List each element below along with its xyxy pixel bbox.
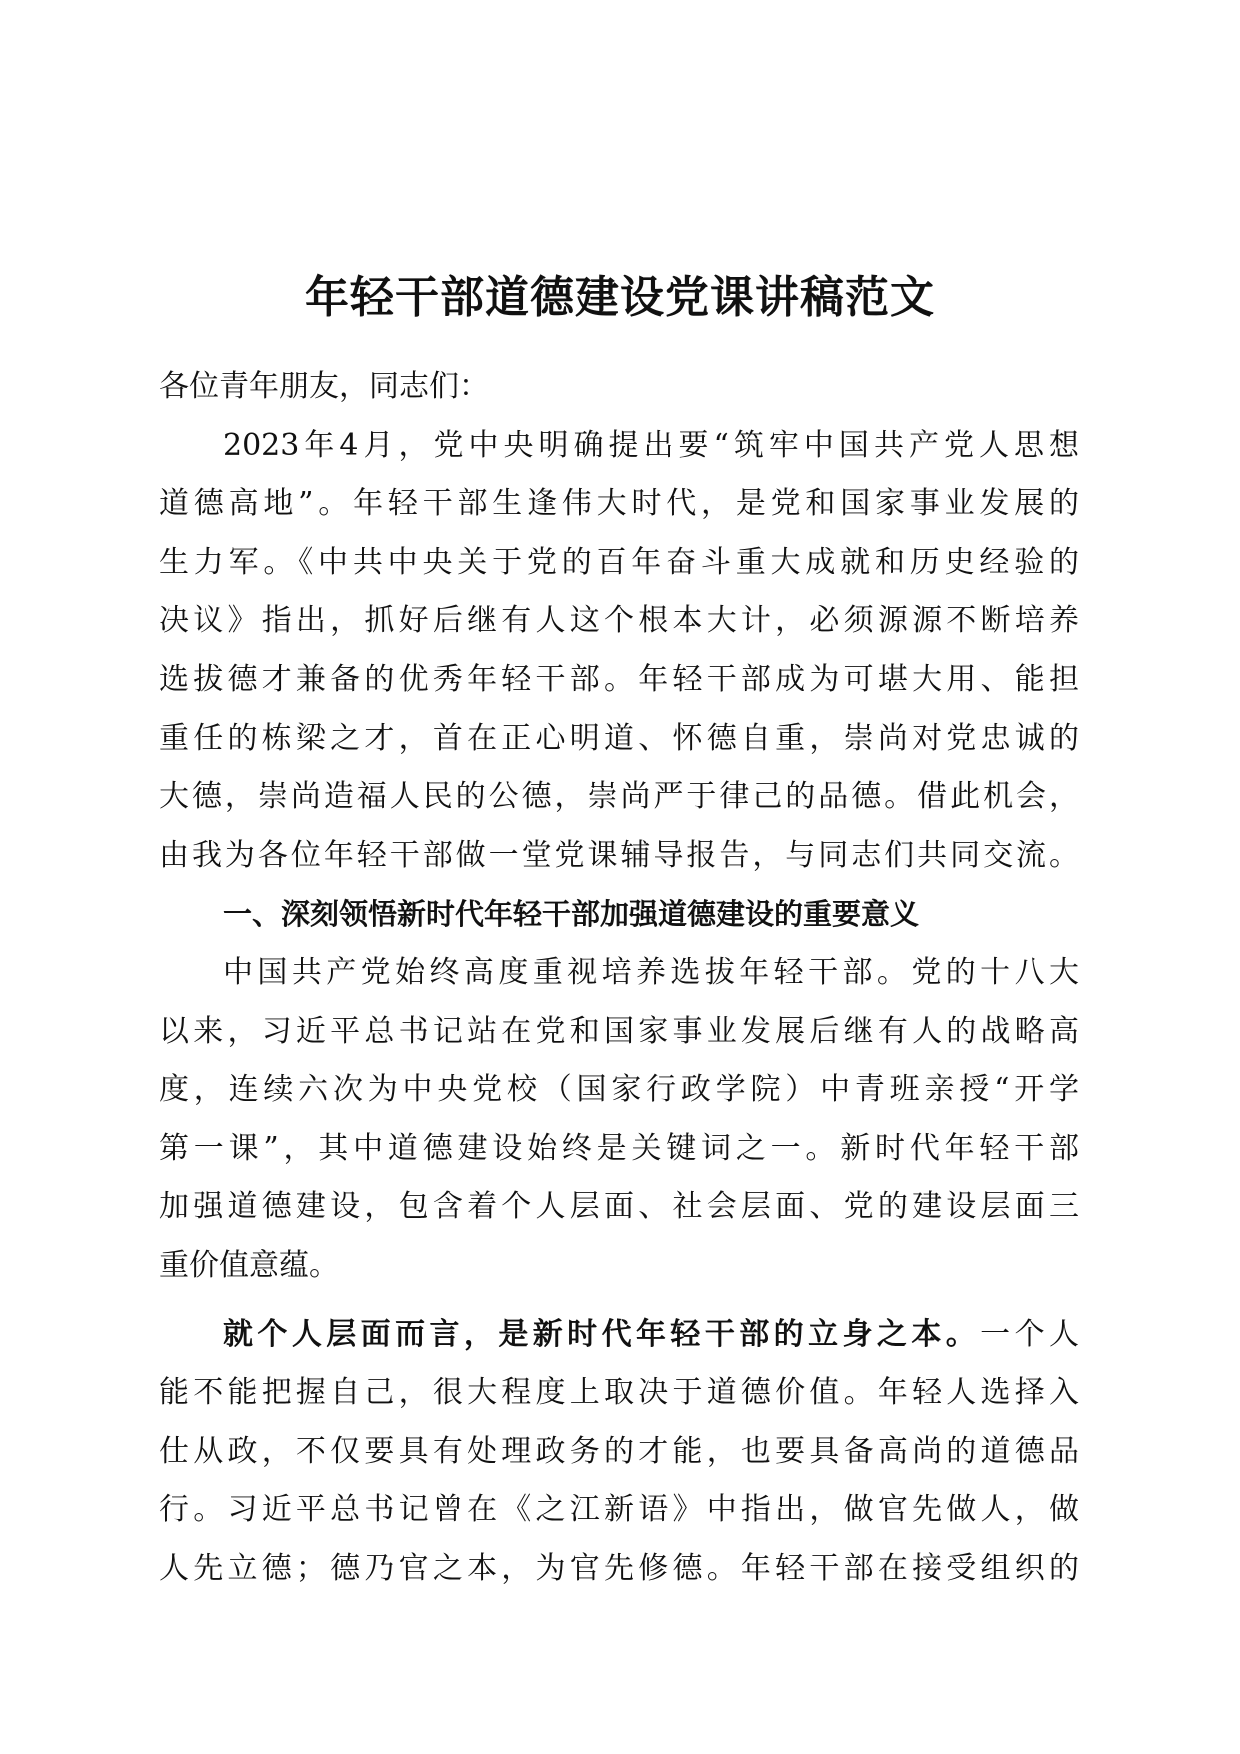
- point-1-line-1: [159, 1306, 1079, 1365]
- intro-line-3: 生力军。《中共中央关于党的百年奋斗重大成就和历史经验的: [159, 544, 1079, 580]
- point-1-bold-lead: 就个人层面而言，是新时代年轻干部的立身之本。: [223, 1316, 981, 1352]
- section-1-line-5: 加强道德建设，包含着个人层面、社会层面、党的建设层面三: [159, 1189, 1079, 1225]
- paragraph-spacer: [159, 1296, 1079, 1306]
- section-1-line-3: 度，连续六次为中央党校（国家行政学院）中青班亲授“开学: [159, 1072, 1079, 1108]
- intro-line-5: 选拔德才兼备的优秀年轻干部。年轻干部成为可堪大用、能担: [159, 661, 1079, 697]
- section-1-line-1: 中国共产党始终高度重视培养选拔年轻干部。党的十八大: [223, 954, 1079, 990]
- document-title: 年轻干部道德建设党课讲稿范文: [305, 272, 935, 323]
- section-1-heading: 一、深刻领悟新时代年轻干部加强道德建设的重要意义: [223, 897, 920, 932]
- section-1-line-2: 以来，习近平总书记站在党和国家事业发展后继有人的战略高: [159, 1013, 1079, 1049]
- intro-line-6: 重任的栋梁之才，首在正心明道、怀德自重，崇尚对党忠诚的: [159, 720, 1079, 756]
- document-body: [159, 358, 1079, 1598]
- point-1-line-4: 行。习近平总书记曾在《之江新语》中指出，做官先做人，做: [159, 1492, 1079, 1528]
- point-1-line-5: 人先立德；德乃官之本，为官先修德。年轻干部在接受组织的: [159, 1550, 1079, 1586]
- point-1-lead-rest: 一个人: [980, 1316, 1080, 1352]
- point-1-line-3: 仕从政，不仅要具有处理政务的才能，也要具备高尚的道德品: [159, 1433, 1079, 1469]
- intro-line-4: 决议》指出，抓好后继有人这个根本大计，必须源源不断培养: [159, 603, 1079, 639]
- point-1-line-2: 能不能把握自己，很大程度上取决于道德价值。年轻人选择入: [159, 1375, 1079, 1411]
- salutation: 各位青年朋友，同志们：: [159, 369, 489, 404]
- intro-line-8: 由我为各位年轻干部做一堂党课辅导报告，与同志们共同交流。: [159, 837, 1079, 873]
- intro-line-7: 大德，崇尚造福人民的公德，崇尚严于律己的品德。借此机会，: [159, 779, 1079, 815]
- section-1-line-6: 重价值意蕴。: [159, 1247, 339, 1283]
- intro-line-1: 2023年4月，党中央明确提出要“筑牢中国共产党人思想: [223, 427, 1079, 463]
- intro-line-2: 道德高地”。年轻干部生逢伟大时代，是党和国家事业发展的: [159, 486, 1079, 522]
- section-1-line-4: 第一课”，其中道德建设始终是关键词之一。新时代年轻干部: [159, 1130, 1079, 1166]
